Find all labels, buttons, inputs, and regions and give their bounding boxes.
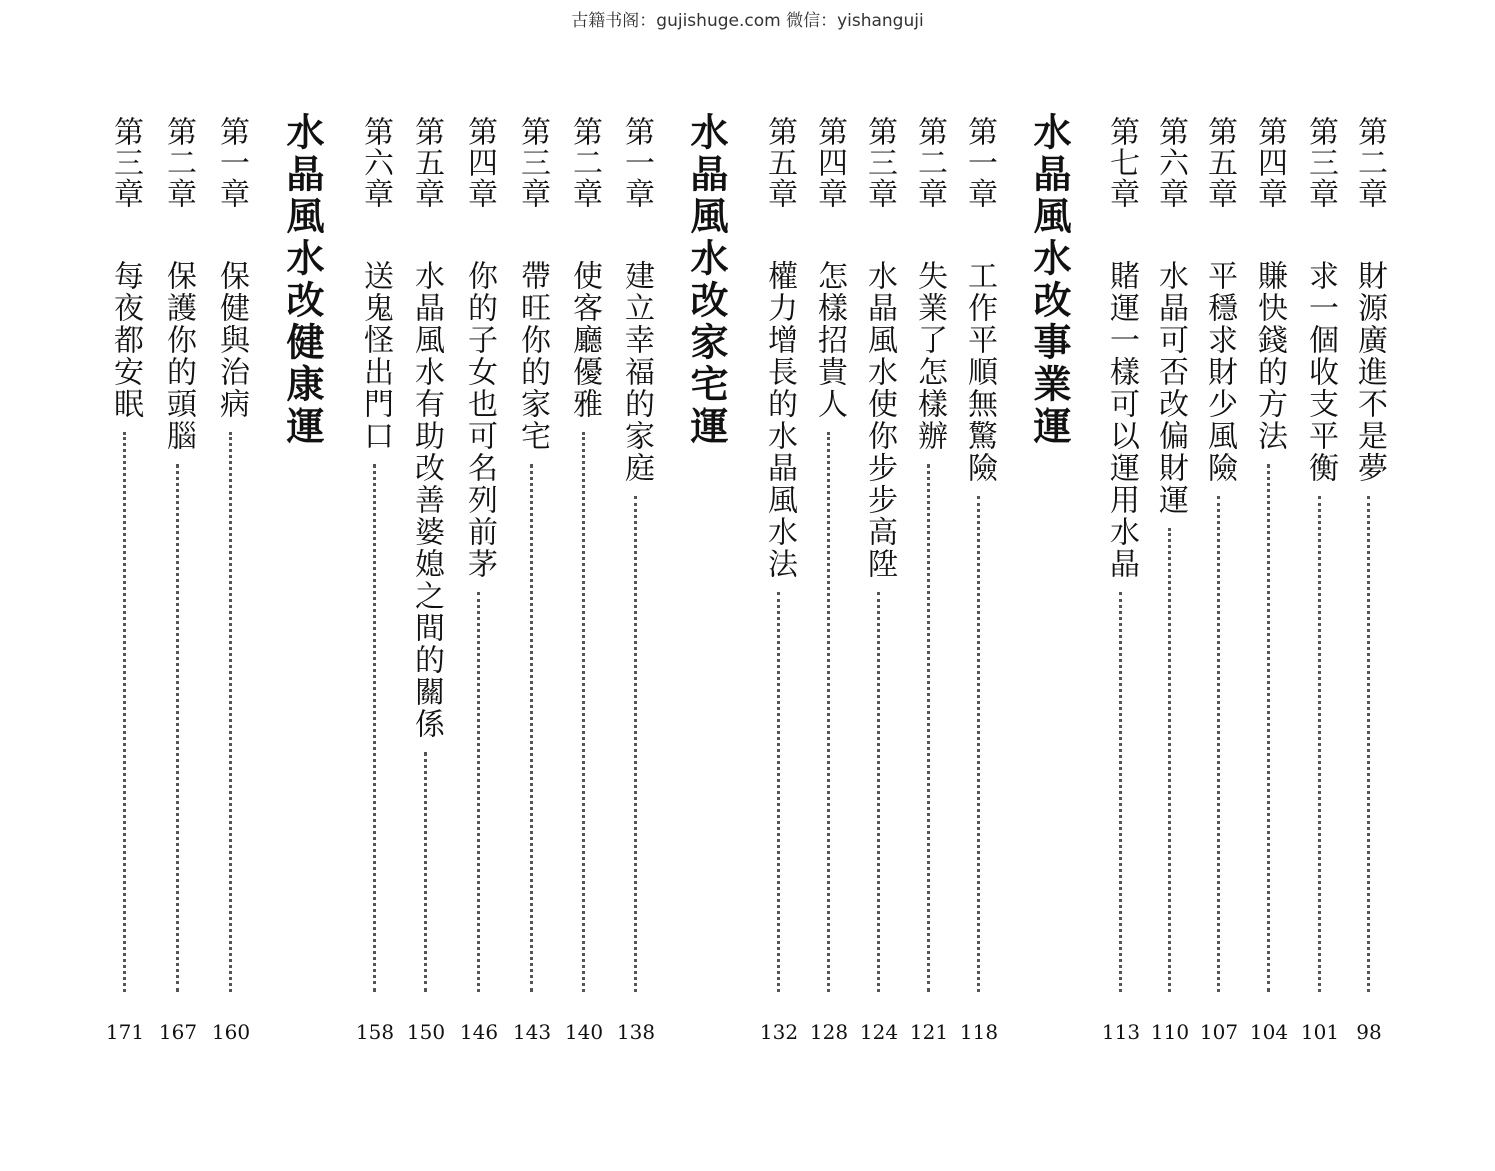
- chapter-title: 帶旺你的家宅: [515, 260, 550, 452]
- toc-entry: [1297, 112, 1343, 1062]
- toc-entry: [509, 112, 555, 1062]
- dot-leader: [424, 752, 427, 992]
- page-number: 160: [211, 1020, 251, 1044]
- toc-entry: [1246, 112, 1292, 1062]
- toc-entry: [352, 112, 398, 1062]
- page-number: 138: [616, 1020, 656, 1044]
- chapter-label: 第二章: [1352, 116, 1387, 209]
- toc-entry: [1346, 112, 1392, 1062]
- dot-leader: [373, 464, 376, 992]
- toc-entry: [155, 112, 201, 1062]
- dot-leader: [877, 592, 880, 992]
- chapter-title: 權力增長的水晶風水法: [762, 260, 797, 580]
- page-number: 171: [105, 1020, 145, 1044]
- dot-leader: [927, 464, 930, 992]
- chapter-title: 賺快錢的方法: [1252, 260, 1287, 452]
- chapter-title: 水晶風水有助改善婆媳之間的關係: [409, 260, 444, 740]
- watermark: 古籍书阁：gujishuge.com 微信：yishanguji: [571, 11, 924, 31]
- chapter-label: 第四章: [1252, 116, 1287, 209]
- toc-entry: [1196, 112, 1242, 1062]
- chapter-title: 怎樣招貴人: [812, 260, 847, 420]
- toc-entry: [403, 112, 449, 1062]
- dot-leader: [582, 432, 585, 992]
- chapter-label: 第四章: [812, 116, 847, 209]
- toc-entry: [561, 112, 607, 1062]
- section-title: 水晶風水改事業運: [1027, 112, 1071, 448]
- toc-entry: [613, 112, 659, 1062]
- chapter-title: 建立幸福的家庭: [619, 260, 654, 484]
- page-number: 128: [809, 1020, 849, 1044]
- dot-leader: [229, 432, 232, 992]
- page-number: 110: [1150, 1020, 1190, 1044]
- chapter-label: 第四章: [462, 116, 497, 209]
- chapter-title: 工作平順無驚險: [962, 260, 997, 484]
- chapter-title: 你的子女也可名列前茅: [462, 260, 497, 580]
- page-number: 104: [1249, 1020, 1289, 1044]
- dot-leader: [1318, 496, 1321, 992]
- dot-leader: [827, 432, 830, 992]
- section-title: 水晶風水改家宅運: [684, 112, 728, 448]
- chapter-label: 第三章: [862, 116, 897, 209]
- page-number: 132: [759, 1020, 799, 1044]
- chapter-label: 第一章: [619, 116, 654, 209]
- dot-leader: [1119, 592, 1122, 992]
- dot-leader: [1168, 528, 1171, 992]
- chapter-title: 水晶可否改偏財運: [1153, 260, 1188, 516]
- page-number: 101: [1300, 1020, 1340, 1044]
- chapter-label: 第三章: [515, 116, 550, 209]
- toc-entry: [1147, 112, 1193, 1062]
- dot-leader: [123, 432, 126, 992]
- page-number: 146: [459, 1020, 499, 1044]
- toc-entry: [208, 112, 254, 1062]
- chapter-title: 賭運一樣可以運用水晶: [1104, 260, 1139, 580]
- chapter-label: 第七章: [1104, 116, 1139, 209]
- dot-leader: [530, 464, 533, 992]
- section-title: 水晶風水改健康運: [280, 112, 324, 448]
- toc-entry: [956, 112, 1002, 1062]
- section-heading: [1026, 112, 1072, 1062]
- chapter-label: 第二章: [912, 116, 947, 209]
- chapter-title: 送鬼怪出門口: [358, 260, 393, 452]
- chapter-label: 第五章: [1202, 116, 1237, 209]
- page-number: 118: [959, 1020, 999, 1044]
- chapter-label: 第五章: [762, 116, 797, 209]
- page-number: 143: [512, 1020, 552, 1044]
- page-number: 167: [158, 1020, 198, 1044]
- chapter-title: 平穩求財少風險: [1202, 260, 1237, 484]
- chapter-title: 保健與治病: [214, 260, 249, 420]
- chapter-label: 第六章: [1153, 116, 1188, 209]
- page-number: 124: [859, 1020, 899, 1044]
- page-number: 140: [564, 1020, 604, 1044]
- chapter-title: 使客廳優雅: [567, 260, 602, 420]
- chapter-title: 每夜都安眠: [108, 260, 143, 420]
- toc-entry: [456, 112, 502, 1062]
- chapter-label: 第一章: [962, 116, 997, 209]
- dot-leader: [977, 496, 980, 992]
- chapter-label: 第六章: [358, 116, 393, 209]
- chapter-label: 第二章: [161, 116, 196, 209]
- chapter-title: 水晶風水使你步步高陞: [862, 260, 897, 580]
- page-number: 107: [1199, 1020, 1239, 1044]
- chapter-label: 第一章: [214, 116, 249, 209]
- dot-leader: [1267, 464, 1270, 992]
- chapter-label: 第三章: [108, 116, 143, 209]
- toc-entry: [756, 112, 802, 1062]
- page-number: 98: [1356, 1020, 1382, 1044]
- chapter-label: 第五章: [409, 116, 444, 209]
- chapter-title: 保護你的頭腦: [161, 260, 196, 452]
- chapter-label: 第二章: [567, 116, 602, 209]
- chapter-title: 財源廣進不是夢: [1352, 260, 1387, 484]
- chapter-title: 求一個收支平衡: [1303, 260, 1338, 484]
- dot-leader: [634, 496, 637, 992]
- dot-leader: [777, 592, 780, 992]
- chapter-title: 失業了怎樣辦: [912, 260, 947, 452]
- toc-entry: [806, 112, 852, 1062]
- section-heading: [683, 112, 729, 1062]
- dot-leader: [1367, 496, 1370, 992]
- page-number: 150: [406, 1020, 446, 1044]
- toc-entry: [856, 112, 902, 1062]
- chapter-label: 第三章: [1303, 116, 1338, 209]
- section-heading: [279, 112, 325, 1062]
- dot-leader: [477, 592, 480, 992]
- page-number: 121: [909, 1020, 949, 1044]
- toc-entry: [102, 112, 148, 1062]
- dot-leader: [1217, 496, 1220, 992]
- page-number: 113: [1101, 1020, 1141, 1044]
- page-number: 158: [355, 1020, 395, 1044]
- toc-entry: [1098, 112, 1144, 1062]
- toc-entry: [906, 112, 952, 1062]
- dot-leader: [176, 464, 179, 992]
